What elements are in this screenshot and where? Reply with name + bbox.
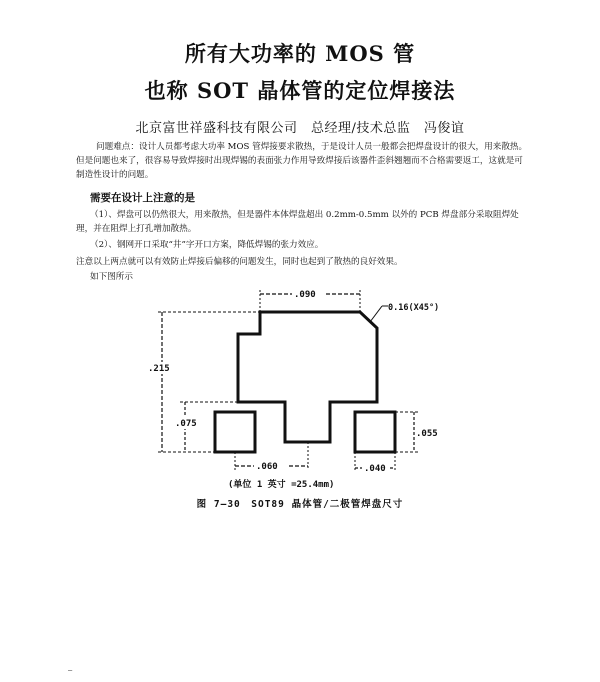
left-pad-outline bbox=[215, 412, 255, 452]
page-mark: — bbox=[68, 666, 73, 674]
note-paragraph: 注意以上两点就可以有效防止焊接后偏移的问题发生，同时也起到了散热的良好效果。 bbox=[76, 257, 403, 267]
dim-215-label: .215 bbox=[148, 364, 170, 374]
right-pad-outline bbox=[355, 412, 395, 452]
dim-040-label: .040 bbox=[364, 464, 386, 474]
point-1-paragraph: （1）、焊盘可以仍然很大，用来散热，但是器件本体焊盘超出 0.2mm-0.5mm 以外的 PCB 焊盘部分采取阻焊处理，并在阻焊上打孔增加散热。 bbox=[76, 210, 519, 234]
dim-075-label: .075 bbox=[175, 419, 197, 429]
dim-090-label: .090 bbox=[294, 290, 316, 300]
figure-caption: 图 7—30 SOT89 晶体管/二极管焊盘尺寸 bbox=[196, 499, 404, 510]
dim-055-label: .055 bbox=[416, 429, 438, 439]
intro-paragraph: 问题难点：设计人员都考虑大功率 MOS 管焊接要求散热，于是设计人员一般都会把焊盘设计的很大，用来散热。但是问题也来了，很容易导致焊接时出现焊锡的表面张力作用导致焊接后该器件歪斜翘翘而不合格需要返工，这就是可制造性设计的问题。 bbox=[76, 142, 528, 180]
section-heading: 需要在设计上注意的是 bbox=[90, 192, 195, 204]
pad-layout-diagram bbox=[130, 282, 460, 494]
unit-note: (单位 1 英寸 =25.4mm) bbox=[228, 480, 335, 490]
point-2-paragraph: （2）、钢网开口采取“井”字开口方案，降低焊锡的张力效应。 bbox=[90, 240, 324, 250]
see-below-text: 如下图所示 bbox=[90, 272, 133, 282]
title-line-2: 也称 SOT 晶体管的定位焊接法 bbox=[144, 78, 456, 103]
dim-060-label: .060 bbox=[256, 462, 278, 472]
author-line: 北京富世祥盛科技有限公司 总经理/技术总监 冯俊谊 bbox=[135, 121, 465, 136]
title-line-1: 所有大功率的 MOS 管 bbox=[184, 41, 416, 66]
dim-chamfer-label: 0.16(X45°) bbox=[388, 303, 440, 313]
